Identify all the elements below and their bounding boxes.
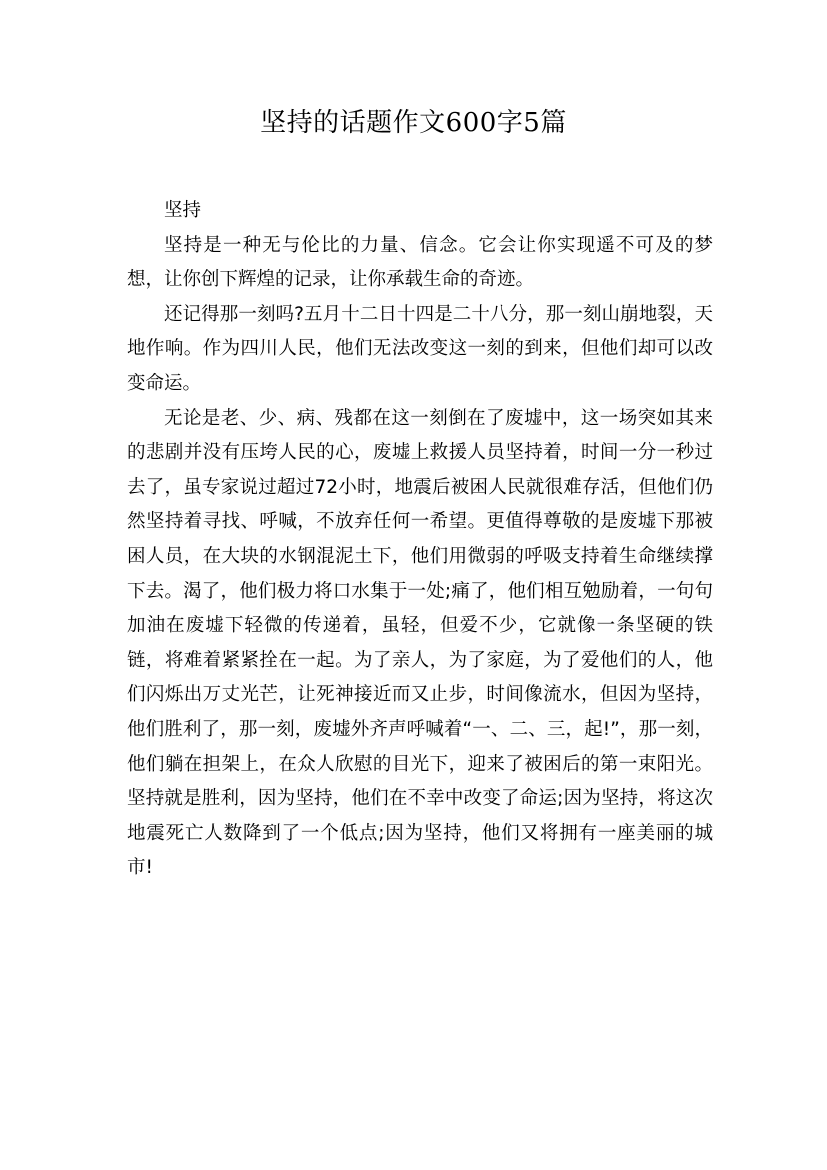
- document-body: [127, 194, 713, 886]
- paragraph-heading: 坚持: [164, 200, 202, 221]
- paragraph: 坚持是一种无与伦比的力量、信念。它会让你实现遥不可及的梦想，让你创下辉煌的记录，让你承载生命的奇迹。: [127, 234, 713, 291]
- paragraph: 无论是老、少、病、残都在这一刻倒在了废墟中，这一场突如其来的悲剧并没有压垮人民的心，废墟上救援人员坚持着，时间一分一秒过去了，虽专家说过超过72小时，地震后被困人民就很难存活，但他们仍然坚持着寻找、呼喊，不放弃任何一希望。更值得尊敬的是废墟下那被困人员，在大块的水钢混泥土下，他们用微弱的呼吸支持着生命继续撑下去。渴了，他们极力将口水集于一处;痛了，他们相互勉励着，一句句加油在废墟下轻微的传递着，虽轻，但爱不少，它就像一条坚硬的铁链，将难着紧紧拴在一起。为了亲人，为了家庭，为了爱他们的人，他们闪烁出万丈光芒，让死神接近而又止步，时间像流水，但因为坚持，他们胜利了，那一刻，废墟外齐声呼喊着“一、二、三，起!”，那一刻，他们躺在担架上，在众人欣慰的目光下，迎来了被困后的第一束阳光。坚持就是胜利，因为坚持，他们在不幸中改变了命运;因为坚持，将这次地震死亡人数降到了一个低点;因为坚持，他们又将拥有一座美丽的城市!: [127, 407, 713, 879]
- document-title: 坚持的话题作文600字5篇: [260, 108, 567, 138]
- paragraph: 还记得那一刻吗?五月十二日十四是二十八分，那一刻山崩地裂，天地作响。作为四川人民，他们无法改变这一刻的到来，但他们却可以改变命运。: [127, 303, 713, 394]
